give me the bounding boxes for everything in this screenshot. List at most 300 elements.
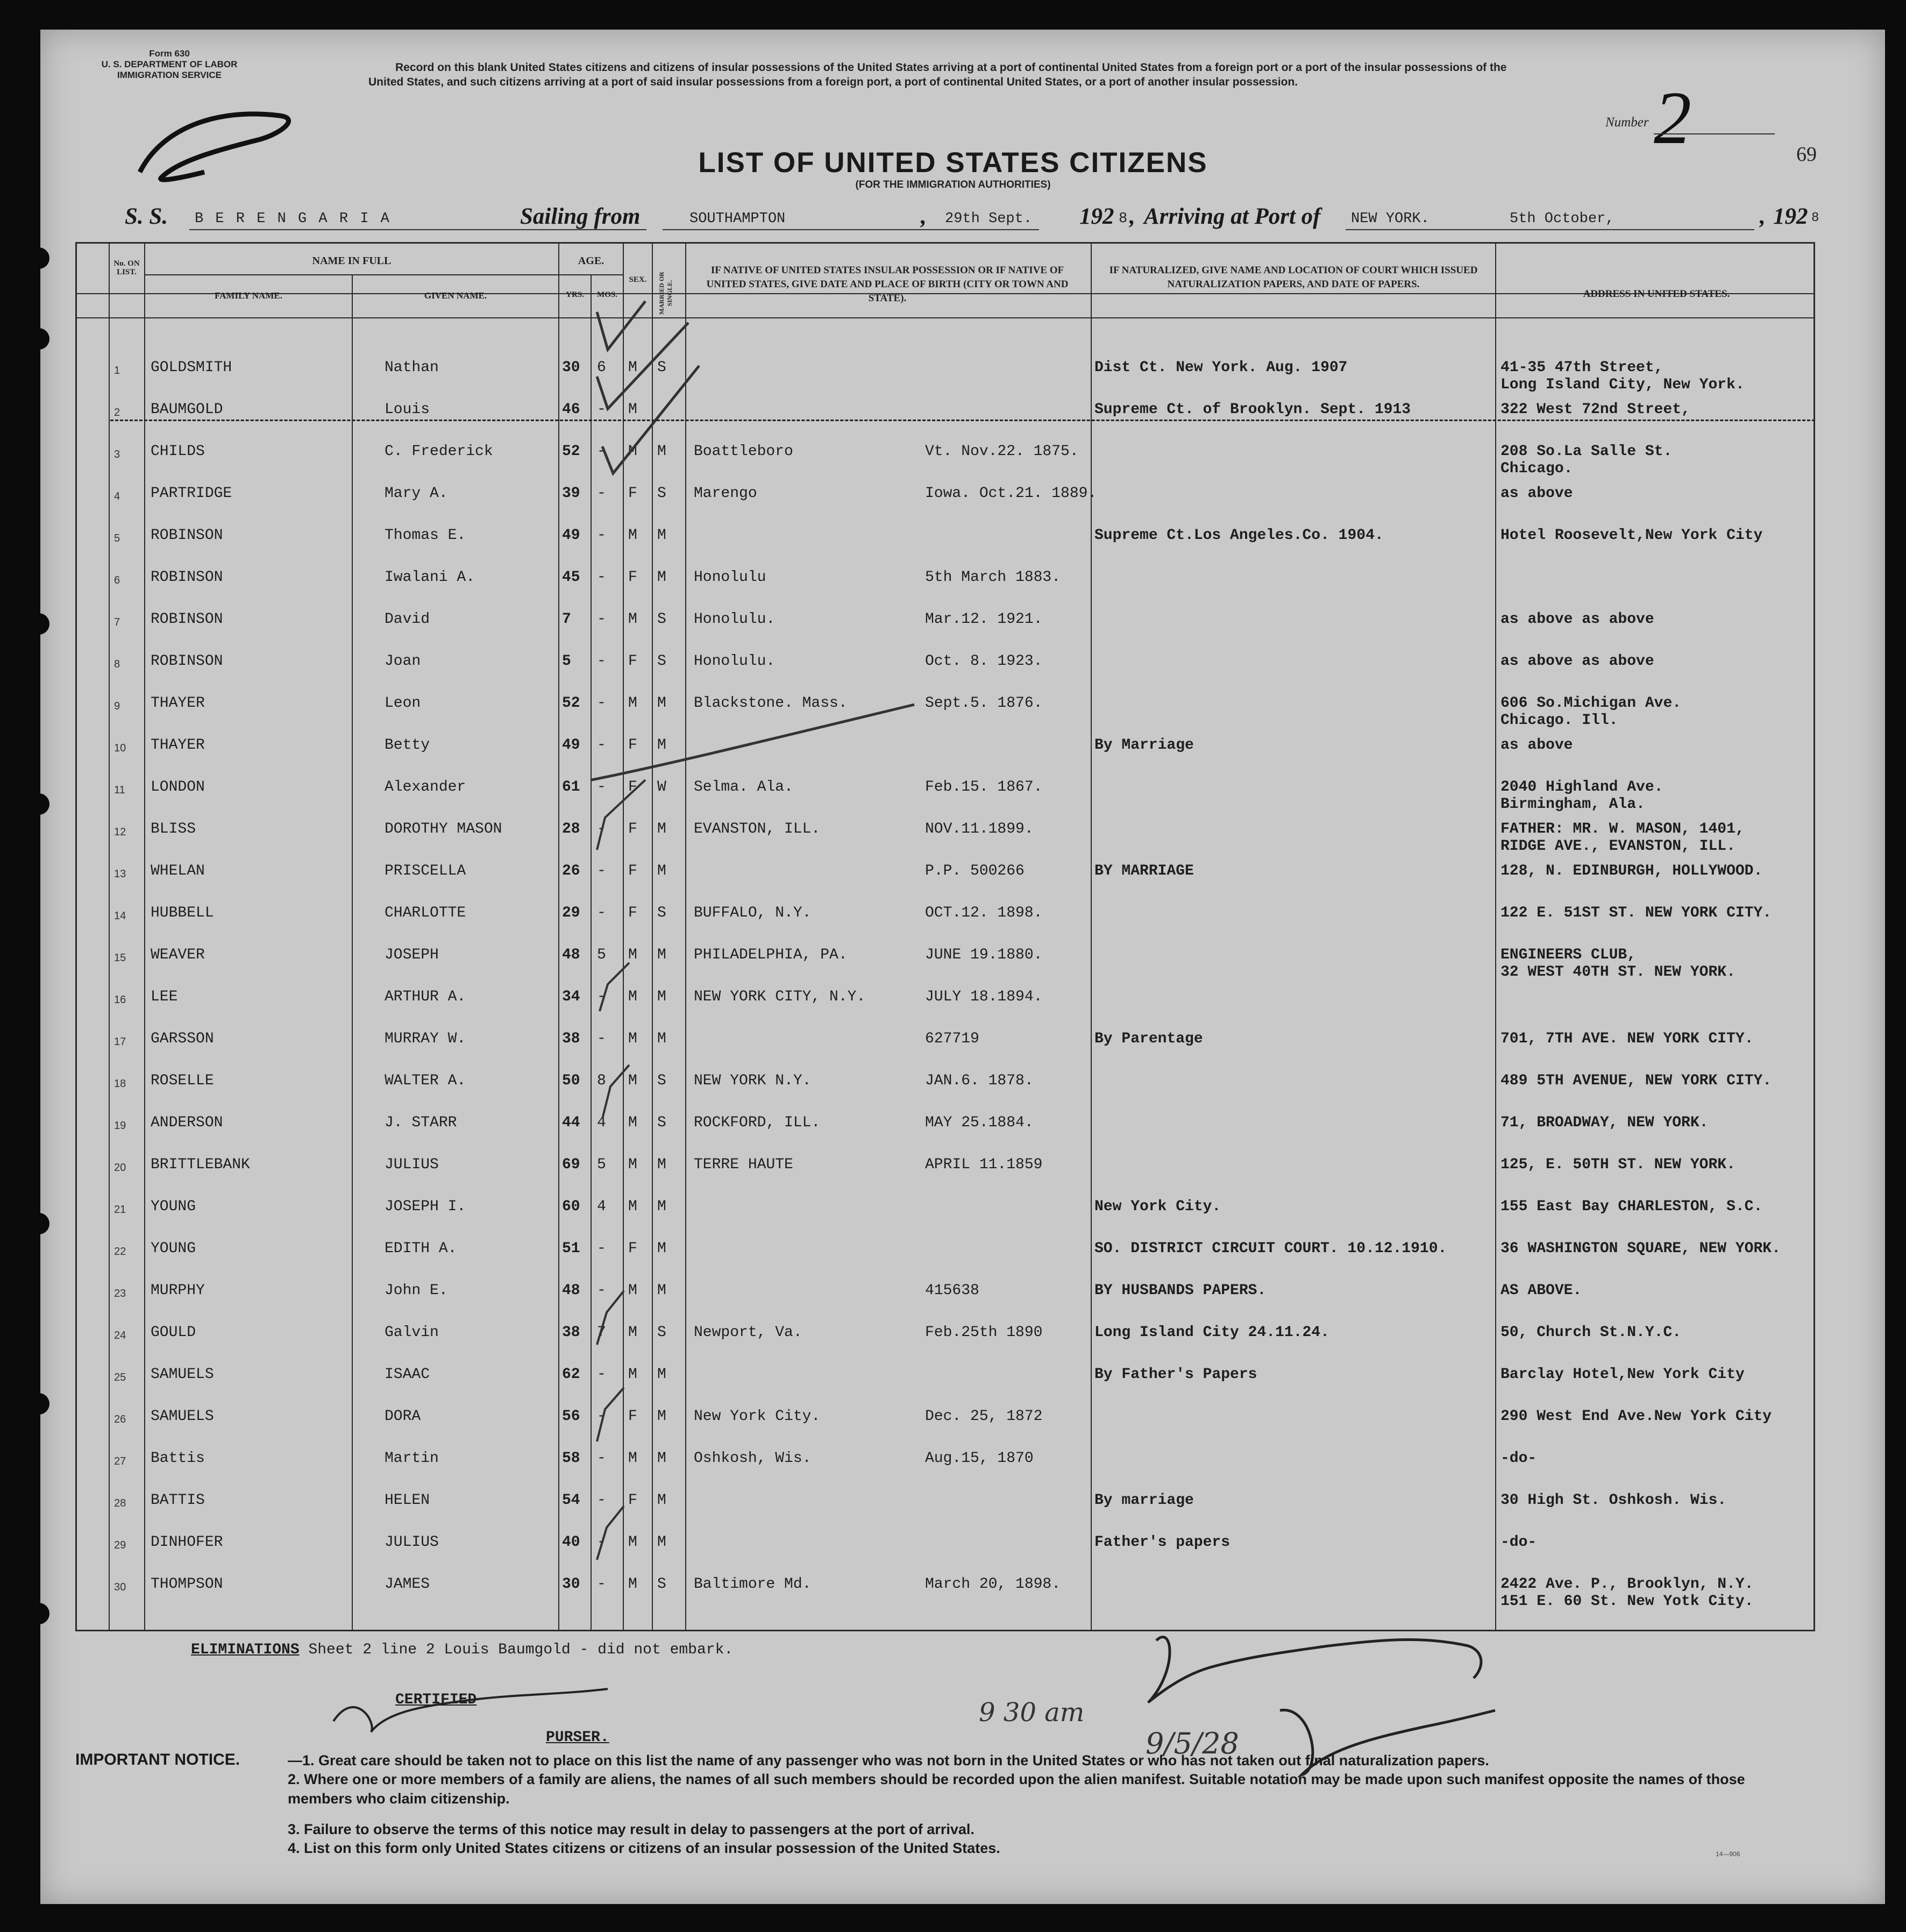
sex: M — [628, 401, 637, 418]
sex: M — [628, 1031, 637, 1047]
notice-item-4: 4. List on this form only United States citizens or citizens of an insular possession of the United States. — [288, 1840, 1000, 1856]
ss-label: S. S. — [125, 204, 168, 229]
us-address: 122 E. 51ST ST. NEW YORK CITY. — [1500, 905, 1772, 921]
purser-signature — [333, 1689, 608, 1732]
row-number: 16 — [114, 994, 126, 1006]
sex: M — [628, 443, 637, 460]
age-years: 29 — [562, 905, 580, 921]
handwritten-time: 9 30 am — [979, 1697, 1085, 1728]
naturalization-info: New York City. — [1094, 1198, 1221, 1215]
marital-status: M — [657, 1282, 666, 1299]
check-mark — [592, 705, 914, 780]
naturalization-info: BY HUSBANDS PAPERS. — [1094, 1282, 1267, 1299]
sex: F — [628, 1408, 637, 1425]
us-address: as above as above — [1500, 611, 1654, 628]
birth-date: Mar.12. 1921. — [925, 611, 1043, 628]
birth-date: OCT.12. 1898. — [925, 905, 1043, 921]
sex: M — [628, 1534, 637, 1551]
age-years: 69 — [562, 1156, 580, 1173]
header-naturalized: IF NATURALIZED, GIVE NAME AND LOCATION OF COURT WHICH ISSUED NATURALIZATION PAPERS, AND DATE OF PAPERS. — [1109, 265, 1478, 290]
family-name: WEAVER — [151, 947, 205, 963]
us-address: -do- — [1500, 1534, 1537, 1551]
sex: M — [628, 1366, 637, 1383]
sex: F — [628, 485, 637, 502]
arrival-port: NEW YORK. — [1351, 211, 1430, 227]
age-years: 46 — [562, 401, 580, 418]
sheet-number: 2 — [1654, 76, 1691, 160]
us-address: 322 West 72nd Street, — [1500, 401, 1690, 418]
family-name: BLISS — [151, 821, 196, 837]
us-address: 290 West End Ave.New York City — [1500, 1408, 1772, 1425]
family-name: PARTRIDGE — [151, 485, 232, 502]
us-address: Hotel Roosevelt,New York City — [1500, 527, 1763, 544]
us-address: Chicago. — [1500, 460, 1573, 477]
birth-date: Oct. 8. 1923. — [925, 653, 1043, 670]
us-address: 41-35 47th Street, — [1500, 359, 1663, 376]
naturalization-info: By Father's Papers — [1094, 1366, 1257, 1383]
sex: F — [628, 653, 637, 670]
us-address: as above — [1500, 737, 1573, 754]
family-name: HUBBELL — [151, 905, 214, 921]
us-address: Long Island City, New York. — [1500, 377, 1745, 393]
family-name: WHELAN — [151, 863, 205, 879]
sex: F — [628, 905, 637, 921]
given-name: JULIUS — [385, 1156, 439, 1173]
birth-date: Dec. 25, 1872 — [925, 1408, 1043, 1425]
notice-item-3: 3. Failure to observe the terms of this notice may result in delay to passengers at the port of arrival. — [288, 1821, 975, 1837]
age-months: - — [597, 989, 606, 1005]
naturalization-info: By marriage — [1094, 1492, 1194, 1509]
us-address: 30 High St. Oshkosh. Wis. — [1500, 1492, 1727, 1509]
sex: M — [628, 1156, 637, 1173]
birth-place: Marengo — [694, 485, 757, 502]
naturalization-info: Supreme Ct. of Brooklyn. Sept. 1913 — [1094, 401, 1411, 418]
form-number: Form 630 — [149, 48, 190, 59]
birth-place: Selma. Ala. — [694, 779, 793, 795]
header-age: AGE. — [578, 255, 604, 267]
birth-date: 415638 — [925, 1282, 979, 1299]
us-address: Barclay Hotel,New York City — [1500, 1366, 1745, 1383]
row-number: 14 — [114, 910, 126, 922]
family-name: SAMUELS — [151, 1408, 214, 1425]
age-months: - — [597, 569, 606, 586]
us-address: 2040 Highland Ave. — [1500, 779, 1663, 795]
naturalization-info: Supreme Ct.Los Angeles.Co. 1904. — [1094, 527, 1384, 544]
age-months: 4 — [597, 1198, 606, 1215]
family-name: MURPHY — [151, 1282, 205, 1299]
row-number: 3 — [114, 449, 120, 460]
sex: F — [628, 569, 637, 586]
sex: M — [628, 947, 637, 963]
naturalization-info: By Parentage — [1094, 1031, 1203, 1047]
check-mark — [600, 963, 629, 1119]
age-months: - — [597, 821, 606, 837]
form-instructions: Record on this blank United States citizens and citizens of insular possessions of the United States arriving at a port of continental United States from a foreign port or a port of the insular possessions of the United States, and such citizens arriving at a port of said insular possessions from a foreign port, a port of continental United States, or a port of another insular possession. — [368, 61, 1507, 88]
family-name: Battis — [151, 1450, 205, 1467]
given-name: John E. — [385, 1282, 448, 1299]
naturalization-info: BY MARRIAGE — [1094, 863, 1194, 879]
marital-status: S — [657, 1114, 666, 1131]
sex: M — [628, 1198, 637, 1215]
given-name: DORA — [385, 1408, 421, 1425]
birth-place: Blackstone. Mass. — [694, 695, 848, 712]
given-name: JOSEPH — [385, 947, 439, 963]
given-name: DOROTHY MASON — [385, 821, 502, 837]
eliminations-label: ELIMINATIONS — [191, 1642, 300, 1658]
row-number: 12 — [114, 826, 126, 838]
us-address: 32 WEST 40TH ST. NEW YORK. — [1500, 964, 1736, 981]
family-name: BATTIS — [151, 1492, 205, 1509]
marital-status: M — [657, 1534, 666, 1551]
marital-status: M — [657, 527, 666, 544]
sex: M — [628, 1324, 637, 1341]
age-months: - — [597, 1366, 606, 1383]
ship-name: B E R E N G A R I A — [195, 211, 391, 227]
given-name: Thomas E. — [385, 527, 466, 544]
row-number: 8 — [114, 658, 120, 670]
age-months: - — [597, 1450, 606, 1467]
given-name: EDITH A. — [385, 1240, 457, 1257]
given-name: J. STARR — [385, 1114, 457, 1131]
age-years: 45 — [562, 569, 580, 586]
marital-status: S — [657, 359, 666, 376]
row-number: 20 — [114, 1162, 126, 1174]
birth-date: 627719 — [925, 1031, 979, 1047]
header-family-name: FAMILY NAME. — [215, 290, 282, 301]
marital-status: S — [657, 1324, 666, 1341]
row-number: 7 — [114, 616, 120, 628]
birth-place: Boattleboro — [694, 443, 793, 460]
marital-status: M — [657, 443, 666, 460]
marital-status: M — [657, 1366, 666, 1383]
family-name: BRITTLEBANK — [151, 1156, 250, 1173]
family-name: BAUMGOLD — [151, 401, 223, 418]
row-number: 27 — [114, 1455, 126, 1467]
sex: F — [628, 737, 637, 754]
age-months: 8 — [597, 1072, 606, 1089]
birth-date: JULY 18.1894. — [925, 989, 1043, 1005]
marital-status: M — [657, 1492, 666, 1509]
row-number: 18 — [114, 1078, 126, 1090]
inspector-signature — [1149, 1637, 1481, 1702]
us-address: 151 E. 60 St. New Yotk City. — [1500, 1593, 1754, 1610]
row-number: 1 — [114, 365, 120, 377]
row-number: 5 — [114, 532, 120, 544]
age-years: 56 — [562, 1408, 580, 1425]
given-name: PRISCELLA — [385, 863, 466, 879]
check-mark — [597, 780, 645, 850]
family-name: ROBINSON — [151, 569, 223, 586]
sailing-year: 8 — [1119, 211, 1128, 227]
birth-place: Newport, Va. — [694, 1324, 802, 1341]
header-no-on-list: No. ON LIST. — [113, 259, 140, 276]
birth-place: New York City. — [694, 1408, 821, 1425]
us-address: 50, Church St.N.Y.C. — [1500, 1324, 1682, 1341]
family-name: THAYER — [151, 695, 205, 712]
age-years: 44 — [562, 1114, 580, 1131]
sex: M — [628, 611, 637, 628]
age-years: 30 — [562, 1576, 580, 1593]
age-months: 4 — [597, 1114, 606, 1131]
row-number: 25 — [114, 1372, 126, 1383]
age-years: 40 — [562, 1534, 580, 1551]
voyage-line: S. S. B E R E N G A R I A Sailing from SOUTHAMPTON , 29th Sept. 192 8 , Arriving at Port of NEW YORK. 5th October, , 192 8 — [125, 204, 1819, 229]
birth-date: JAN.6. 1878. — [925, 1072, 1034, 1089]
age-months: - — [597, 737, 606, 754]
marital-status: M — [657, 1031, 666, 1047]
birth-date: APRIL 11.1859 — [925, 1156, 1043, 1173]
arrival-date: 5th October, — [1510, 211, 1615, 227]
arriving-label: Arriving at Port of — [1144, 204, 1321, 229]
age-years: 62 — [562, 1366, 580, 1383]
sex: F — [628, 1492, 637, 1509]
family-name: ROBINSON — [151, 527, 223, 544]
handwritten-2-mark — [140, 114, 289, 180]
marital-status: W — [657, 779, 666, 795]
family-name: THOMPSON — [151, 1576, 223, 1593]
given-name: Galvin — [385, 1324, 439, 1341]
birth-date: Vt. Nov.22. 1875. — [925, 443, 1079, 460]
marital-status: M — [657, 947, 666, 963]
birth-date: March 20, 1898. — [925, 1576, 1061, 1593]
birth-place: Oshkosh, Wis. — [694, 1450, 812, 1467]
marital-status: S — [657, 905, 666, 921]
given-name: JAMES — [385, 1576, 430, 1593]
age-years: 48 — [562, 947, 580, 963]
us-address: RIDGE AVE., EVANSTON, ILL. — [1500, 838, 1736, 855]
age-years: 7 — [562, 611, 571, 628]
age-years: 60 — [562, 1198, 580, 1215]
birth-date: Iowa. Oct.21. 1889. — [925, 485, 1097, 502]
marital-status: M — [657, 1450, 666, 1467]
sex: M — [628, 989, 637, 1005]
us-address: Chicago. Ill. — [1500, 712, 1618, 729]
age-months: 5 — [597, 947, 606, 963]
birth-place: Honolulu — [694, 569, 766, 586]
family-name: ROBINSON — [151, 653, 223, 670]
birth-place: Honolulu. — [694, 611, 776, 628]
family-name: LEE — [151, 989, 178, 1005]
naturalization-info: Dist Ct. New York. Aug. 1907 — [1094, 359, 1348, 376]
age-months: - — [597, 863, 606, 879]
sex: M — [628, 1114, 637, 1131]
given-name: David — [385, 611, 430, 628]
age-years: 52 — [562, 695, 580, 712]
given-name: WALTER A. — [385, 1072, 466, 1089]
marital-status: M — [657, 569, 666, 586]
birth-date: Sept.5. 1876. — [925, 695, 1043, 712]
age-years: 38 — [562, 1324, 580, 1341]
us-address: 701, 7TH AVE. NEW YORK CITY. — [1500, 1031, 1754, 1047]
age-months: - — [597, 527, 606, 544]
certified-label: CERTIFIED — [395, 1692, 477, 1708]
age-months: - — [597, 1408, 606, 1425]
service-name: IMMIGRATION SERVICE — [117, 70, 222, 80]
given-name: Martin — [385, 1450, 439, 1467]
check-mark — [602, 366, 699, 473]
family-name: ANDERSON — [151, 1114, 223, 1131]
page-title: LIST OF UNITED STATES CITIZENS — [698, 147, 1208, 179]
us-address: 155 East Bay CHARLESTON, S.C. — [1500, 1198, 1763, 1215]
age-months: 7 — [597, 1324, 606, 1341]
birth-place: EVANSTON, ILL. — [694, 821, 821, 837]
row-number: 24 — [114, 1330, 126, 1341]
row-number: 4 — [114, 491, 120, 502]
birth-place: Honolulu. — [694, 653, 776, 670]
marital-status: S — [657, 485, 666, 502]
marital-status: S — [657, 653, 666, 670]
age-months: - — [597, 401, 606, 418]
given-name: Betty — [385, 737, 430, 754]
header-name-in-full: NAME IN FULL — [312, 255, 392, 267]
birth-place: NEW YORK N.Y. — [694, 1072, 812, 1089]
age-months: - — [597, 611, 606, 628]
row-number: 23 — [114, 1288, 126, 1299]
us-address: AS ABOVE. — [1500, 1282, 1582, 1299]
sex: F — [628, 1240, 637, 1257]
age-years: 50 — [562, 1072, 580, 1089]
age-years: 30 — [562, 359, 580, 376]
marital-status: S — [657, 1072, 666, 1089]
age-months: 5 — [597, 1156, 606, 1173]
age-months: - — [597, 905, 606, 921]
age-years: 38 — [562, 1031, 580, 1047]
row-number: 6 — [114, 574, 120, 586]
handwritten-date: 9/5/28 — [1146, 1727, 1239, 1760]
form-code: 14—906 — [1716, 1850, 1740, 1858]
age-years: 48 — [562, 1282, 580, 1299]
birth-place: ROCKFORD, ILL. — [694, 1114, 821, 1131]
header-address: ADDRESS IN UNITED STATES. — [1583, 288, 1730, 300]
family-name: GOLDSMITH — [151, 359, 232, 376]
marital-status: M — [657, 989, 666, 1005]
row-number: 17 — [114, 1036, 126, 1048]
sailing-label: Sailing from — [520, 204, 641, 229]
age-years: 39 — [562, 485, 580, 502]
row-number: 19 — [114, 1120, 126, 1132]
notice-item-2: 2. Where one or more members of a family are aliens, the names of all such members should be recorded upon the alien manifest. Suitable notation may be made upon such manifest opposite the names of those members who claim citizenship. — [288, 1771, 1745, 1807]
given-name: JOSEPH I. — [385, 1198, 466, 1215]
notice-heading: IMPORTANT NOTICE. — [75, 1751, 240, 1768]
birth-place: TERRE HAUTE — [694, 1156, 793, 1173]
row-number: 22 — [114, 1246, 126, 1258]
age-months: - — [597, 1534, 606, 1551]
sex: F — [628, 779, 637, 795]
department-name: U. S. DEPARTMENT OF LABOR — [101, 59, 238, 69]
marital-status: S — [657, 1576, 666, 1593]
naturalization-info: By Marriage — [1094, 737, 1194, 754]
age-years: 61 — [562, 779, 580, 795]
age-years: 5 — [562, 653, 571, 670]
marital-status: M — [657, 1240, 666, 1257]
check-mark — [597, 301, 645, 350]
age-years: 52 — [562, 443, 580, 460]
us-address: -do- — [1500, 1450, 1537, 1467]
family-name: YOUNG — [151, 1240, 196, 1257]
us-address: 128, N. EDINBURGH, HOLLYWOOD. — [1500, 863, 1763, 879]
given-name: Leon — [385, 695, 421, 712]
family-name: DINHOFER — [151, 1534, 223, 1551]
marital-status: M — [657, 737, 666, 754]
row-number: 10 — [114, 742, 126, 754]
given-name: C. Frederick — [385, 443, 493, 460]
age-months: - — [597, 1282, 606, 1299]
marital-status: M — [657, 821, 666, 837]
us-address: 36 WASHINGTON SQUARE, NEW YORK. — [1500, 1240, 1781, 1257]
age-months: - — [597, 1492, 606, 1509]
birth-date: Aug.15, 1870 — [925, 1450, 1034, 1467]
year-prefix-1: 192 — [1079, 204, 1114, 229]
given-name: Louis — [385, 401, 430, 418]
given-name: Iwalani A. — [385, 569, 475, 586]
page-number: 69 — [1796, 143, 1817, 166]
us-address: 208 So.La Salle St. — [1500, 443, 1673, 460]
us-address: Birmingham, Ala. — [1500, 796, 1645, 813]
family-name: THAYER — [151, 737, 205, 754]
naturalization-info: Long Island City 24.11.24. — [1094, 1324, 1329, 1341]
row-number: 30 — [114, 1581, 126, 1593]
marital-status: M — [657, 695, 666, 712]
given-name: Alexander — [385, 779, 466, 795]
purser-label: PURSER. — [546, 1729, 609, 1746]
sex: M — [628, 1576, 637, 1593]
sex: M — [628, 1282, 637, 1299]
marital-status: M — [657, 1156, 666, 1173]
given-name: Mary A. — [385, 485, 448, 502]
header-sex: SEX. — [629, 275, 647, 284]
year-prefix-2: 192 — [1773, 204, 1808, 229]
sex: M — [628, 1072, 637, 1089]
marital-status: M — [657, 1198, 666, 1215]
header-married-single: MARRIED OR SINGLE. — [658, 272, 673, 315]
page-subtitle: (FOR THE IMMIGRATION AUTHORITIES) — [855, 179, 1051, 190]
family-name: GARSSON — [151, 1031, 214, 1047]
row-number: 15 — [114, 952, 126, 964]
birth-place: BUFFALO, N.Y. — [694, 905, 812, 921]
arrival-year: 8 — [1811, 211, 1819, 225]
header-given-name: GIVEN NAME. — [424, 290, 487, 301]
age-years: 51 — [562, 1240, 580, 1257]
age-months: - — [597, 653, 606, 670]
family-name: GOULD — [151, 1324, 196, 1341]
given-name: Joan — [385, 653, 421, 670]
row-number: 2 — [114, 407, 120, 418]
family-name: LONDON — [151, 779, 205, 795]
naturalization-info: SO. DISTRICT CIRCUIT COURT. 10.12.1910. — [1094, 1240, 1447, 1257]
age-months: - — [597, 485, 606, 502]
row-number: 21 — [114, 1204, 126, 1216]
marital-status: M — [657, 863, 666, 879]
marital-status: M — [657, 1408, 666, 1425]
sex: F — [628, 863, 637, 879]
sailing-port: SOUTHAMPTON — [689, 211, 786, 227]
given-name: ARTHUR A. — [385, 989, 466, 1005]
sailing-date: 29th Sept. — [945, 211, 1033, 227]
given-name: JULIUS — [385, 1534, 439, 1551]
us-address: 71, BROADWAY, NEW YORK. — [1500, 1114, 1709, 1131]
age-months: - — [597, 1031, 606, 1047]
birth-date: MAY 25.1884. — [925, 1114, 1034, 1131]
age-years: 54 — [562, 1492, 580, 1509]
birth-date: Feb.25th 1890 — [925, 1324, 1043, 1341]
header-yrs: YRS. — [566, 290, 584, 299]
us-address: 606 So.Michigan Ave. — [1500, 695, 1682, 712]
family-name: YOUNG — [151, 1198, 196, 1215]
given-name: Nathan — [385, 359, 439, 376]
family-name: SAMUELS — [151, 1366, 214, 1383]
us-address: ENGINEERS CLUB, — [1500, 947, 1637, 963]
naturalization-info: Father's papers — [1094, 1534, 1231, 1551]
